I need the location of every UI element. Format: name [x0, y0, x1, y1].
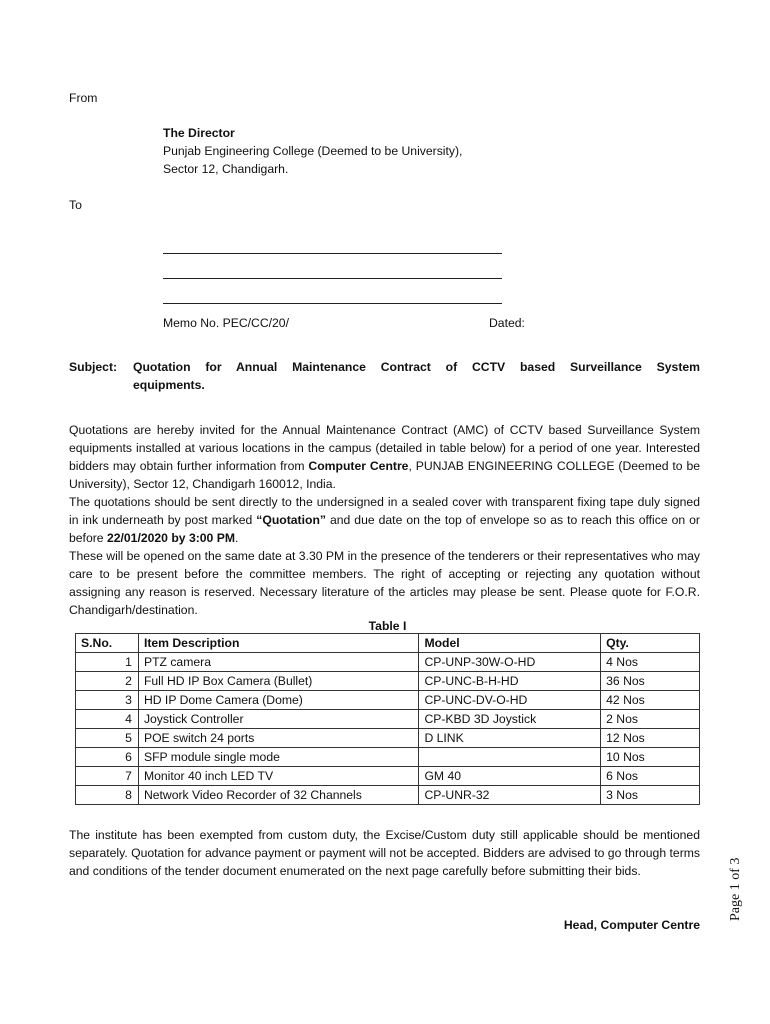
sender-address-line1: Punjab Engineering College (Deemed to be University), — [163, 144, 463, 158]
subject-text-line1: Quotation for Annual Maintenance Contract of CCTV based Surveillance System — [133, 360, 700, 374]
cell-model: D LINK — [419, 729, 601, 748]
cell-item: HD IP Dome Camera (Dome) — [138, 691, 419, 710]
memo-number: Memo No. PEC/CC/20/ — [163, 316, 289, 330]
body-text — [69, 421, 700, 619]
paragraph-3: These will be opened on the same date at 3.30 PM in the presence of the tenderers or their representatives who may care to be present before the committee members. The right of accepting or rejecting any quotation without assigning any reason is reserved. Necessary literature of the articles may please be sent. Please quote for F.O.R. Chandigarh/destination. — [69, 549, 700, 617]
recipient-line-1 — [163, 253, 502, 254]
closing-paragraph: The institute has been exempted from custom duty, the Excise/Custom duty still applicable should be mentioned separately. Quotation for advance payment or payment will not be accepted. Bidders are advised to go through terms and conditions of the tender document enumerated on the next page carefully before submitting their bids. — [69, 828, 700, 878]
cell-sno: 2 — [76, 672, 139, 691]
cell-qty: 2 Nos — [601, 710, 700, 729]
header-sno: S.No. — [76, 634, 139, 653]
cell-model — [419, 748, 601, 767]
table-row — [76, 653, 700, 672]
computer-centre-emphasis: Computer Centre — [308, 459, 409, 473]
sender-title: The Director — [163, 126, 235, 140]
paragraph-1: Quotations are hereby invited for the Annual Maintenance Contract (AMC) of CCTV based Surveillance System equipments installed at various locations in the campus (detailed in table below) for a period of one year. Interested bidders may obtain further information from Computer Centre, PUNJAB ENGINEERING COLLEGE (Deemed to be University), Sector 12, Chandigarh 160012, India. — [69, 423, 700, 491]
table-caption: Table I — [368, 619, 407, 633]
cell-sno: 7 — [76, 767, 139, 786]
cell-item: SFP module single mode — [138, 748, 419, 767]
cell-item: POE switch 24 ports — [138, 729, 419, 748]
cell-qty: 10 Nos — [601, 748, 700, 767]
header-item-description: Item Description — [138, 634, 419, 653]
dated-label: Dated: — [489, 316, 525, 330]
subject-label: Subject: — [69, 360, 118, 374]
table-row — [76, 767, 700, 786]
cell-item: Network Video Recorder of 32 Channels — [138, 786, 419, 805]
table-row — [76, 672, 700, 691]
table-row — [76, 691, 700, 710]
cell-sno: 5 — [76, 729, 139, 748]
items-table — [75, 633, 700, 805]
header-qty: Qty. — [601, 634, 700, 653]
table-row — [76, 748, 700, 767]
signatory: Head, Computer Centre — [563, 918, 700, 932]
subject-text-line2: equipments. — [133, 378, 205, 392]
cell-qty: 42 Nos — [601, 691, 700, 710]
cell-model: GM 40 — [419, 767, 601, 786]
cell-model: CP-UNR-32 — [419, 786, 601, 805]
recipient-line-2 — [163, 278, 502, 279]
cell-sno: 4 — [76, 710, 139, 729]
table-row — [76, 729, 700, 748]
table-row — [76, 710, 700, 729]
recipient-line-3 — [163, 303, 502, 304]
table-header-row — [76, 634, 700, 653]
due-date-emphasis: 22/01/2020 by 3:00 PM — [106, 531, 236, 545]
cell-sno: 8 — [76, 786, 139, 805]
cell-qty: 6 Nos — [601, 767, 700, 786]
page-number: Page 1 of 3 — [728, 857, 743, 921]
cell-item: Full HD IP Box Camera (Bullet) — [138, 672, 419, 691]
quotation-emphasis: “Quotation” — [256, 513, 326, 527]
table-row — [76, 786, 700, 805]
cell-model: CP-UNP-30W-O-HD — [419, 653, 601, 672]
cell-sno: 6 — [76, 748, 139, 767]
paragraph-2: The quotations should be sent directly to the undersigned in a sealed cover with transparent fixing tape duly signed in ink underneath by post marked “Quotation” and due date on the top of envelope so as to reach this office on or before 22/01/2020 by 3:00 PM. — [69, 495, 700, 545]
cell-item: Monitor 40 inch LED TV — [138, 767, 419, 786]
cell-sno: 3 — [76, 691, 139, 710]
cell-qty: 36 Nos — [601, 672, 700, 691]
cell-model: CP-UNC-B-H-HD — [419, 672, 601, 691]
cell-sno: 1 — [76, 653, 139, 672]
to-label: To — [69, 198, 82, 212]
from-label: From — [69, 91, 98, 105]
sender-address-line2: Sector 12, Chandigarh. — [163, 162, 289, 176]
cell-model: CP-UNC-DV-O-HD — [419, 691, 601, 710]
cell-model: CP-KBD 3D Joystick — [419, 710, 601, 729]
header-model: Model — [419, 634, 601, 653]
cell-qty: 3 Nos — [601, 786, 700, 805]
cell-item: PTZ camera — [138, 653, 419, 672]
cell-qty: 12 Nos — [601, 729, 700, 748]
cell-qty: 4 Nos — [601, 653, 700, 672]
cell-item: Joystick Controller — [138, 710, 419, 729]
